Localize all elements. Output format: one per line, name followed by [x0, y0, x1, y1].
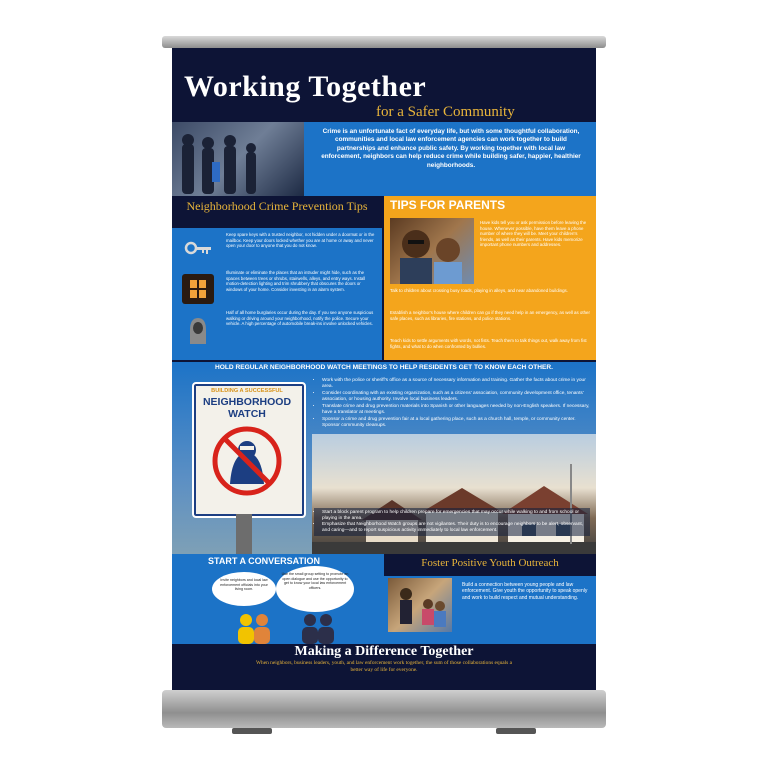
- crime-tip-item: [178, 232, 378, 270]
- watch-bullet-item: • Translate crime and drug prevention materials into Spanish or other languages needed by non-English speakers. If necessary, have a translator at meetings.: [322, 404, 590, 416]
- banner-stand-base: [162, 690, 606, 728]
- police-crowd-photo: [172, 122, 304, 196]
- youth-outreach-photo: [388, 578, 452, 632]
- parents-side-text: Have kids tell you or ask permission before leaving the house. Whenever possible, have them leave a phone number of where they will be. Meet your children's friends, as well as their parents. Have kids memorize important phone numbers and addresses.: [480, 220, 587, 248]
- no-burglar-icon: [210, 424, 284, 498]
- parents-paragraph: Establish a neighbor's house where children can go if they need help in an emergency, as well as other safe places, such as libraries, fire stations, and police stations.: [390, 310, 590, 321]
- youth-title: Foster Positive Youth Outreach: [421, 557, 559, 569]
- footer-text: When neighbors, business leaders, youth, and law enforcement work together, the sum of those collaborations equals a better way of life for everyone.: [255, 660, 513, 673]
- watch-bullets-lower: [314, 508, 590, 536]
- suburban-houses-photo: [312, 434, 596, 554]
- crime-tip-text: Keep spare keys with a trusted neighbor, not hidden under a doormat or in the mailbox. Keep your doors locked whether you are at home or away and never open your door to anyone that you do not know.: [226, 232, 375, 249]
- crime-tip-text: Half of all home burglaries occur during the day. If you see anyone suspicious walking or driving around your neighborhood, notify the police. Secure your vehicle. A high percentage of automobile break-ins involve unlocked vehicles.: [226, 310, 374, 327]
- father-son-photo: [390, 218, 474, 284]
- youth-text: Build a connection between young people and law enforcement. Give youth the opportunity to speak openly and work to build respect and mutual understanding.: [462, 582, 588, 601]
- intro-text: Crime is an unfortunate fact of everyday life, but with some thoughtful collaboration, communities and local law enforcement agencies can work together to build partnerships and enhance public safety. By working together with local law enforcement, neighbors can help reduce crime while building safer, happier, healthier neighborhoods.: [321, 128, 581, 169]
- watch-bullet-item: • Sponsor a crime and drug prevention fair at a local gathering place, such as a church hall, temple, or community center. Sponsor community cleanups.: [322, 417, 590, 429]
- footer-title: Making a Difference Together: [294, 644, 474, 659]
- parents-paragraph: Talk to children about crossing busy roads, playing in alleys, and near abandoned buildings.: [390, 288, 568, 293]
- watch-bullet-item: • Consider coordinating with an existing organization, such as a citizens' association, community development office, tenants' association, or housing authority. Involve local business leaders.: [322, 391, 590, 403]
- poster: [172, 48, 596, 690]
- parents-paragraph: Teach kids to settle arguments with words, not fists. Teach them to talk things out, walk away from fist fights, and what to do when confronted by bullies.: [390, 338, 587, 349]
- banner-stand-top-rail: [162, 36, 606, 48]
- crime-tip-item: [178, 270, 378, 308]
- sign-main-text: NEIGHBORHOOD WATCH: [202, 396, 292, 420]
- sign-top-text: BUILDING A SUCCESSFUL: [211, 388, 283, 394]
- speech-bubble-right: Use the small group setting to promote an open dialogue and use the opportunity to get to know your local law enforcement officers.: [276, 566, 354, 612]
- watch-bullet-item: • Emphasize that Neighborhood Watch groups are not vigilantes. Their duty is to encourage neighbors to be alert, observant, and caring—and to report suspicious activity immediately to local law enforcement.: [322, 522, 590, 534]
- speech-bubble-left: Invite neighbors and local law enforcement officials into your living room.: [212, 572, 276, 606]
- stand-foot: [232, 728, 272, 734]
- crime-tip-text: Illuminate or eliminate the places that an intruder might hide, such as the spaces between trees or shrubs, stairwells, alleys, and entry ways. Install motion-detection lighting and trim shrubbery that obscures the doors or windows of your home. Consider investing in an alarm system.: [226, 270, 366, 292]
- watch-bullet-item: • Work with the police or sheriff's office as a source of necessary information and training. Gather the facts about crime in your area.: [322, 378, 590, 390]
- poster-title: Working Together: [184, 70, 427, 103]
- stand-foot: [496, 728, 536, 734]
- people-icons: [232, 610, 342, 644]
- sign-post: [236, 514, 252, 554]
- keys-icon: [182, 236, 214, 266]
- watch-bullets: [314, 378, 590, 430]
- crime-tip-item: [178, 310, 378, 348]
- window-light-icon: [182, 274, 214, 304]
- watch-bullet-item: • Start a block parent program to help children prepare for emergencies that may occur while walking to and from school or playing in the area.: [322, 510, 590, 522]
- conversation-title: START A CONVERSATION: [208, 556, 320, 566]
- crime-tips-title: Neighborhood Crime Prevention Tips: [186, 199, 368, 213]
- parents-title: TIPS FOR PARENTS: [390, 198, 506, 212]
- watch-heading: HOLD REGULAR NEIGHBORHOOD WATCH MEETINGS TO HELP RESIDENTS GET TO KNOW EACH OTHER.: [214, 364, 553, 371]
- hooded-figure-icon: [182, 314, 214, 344]
- poster-subtitle: for a Safer Community: [376, 104, 515, 120]
